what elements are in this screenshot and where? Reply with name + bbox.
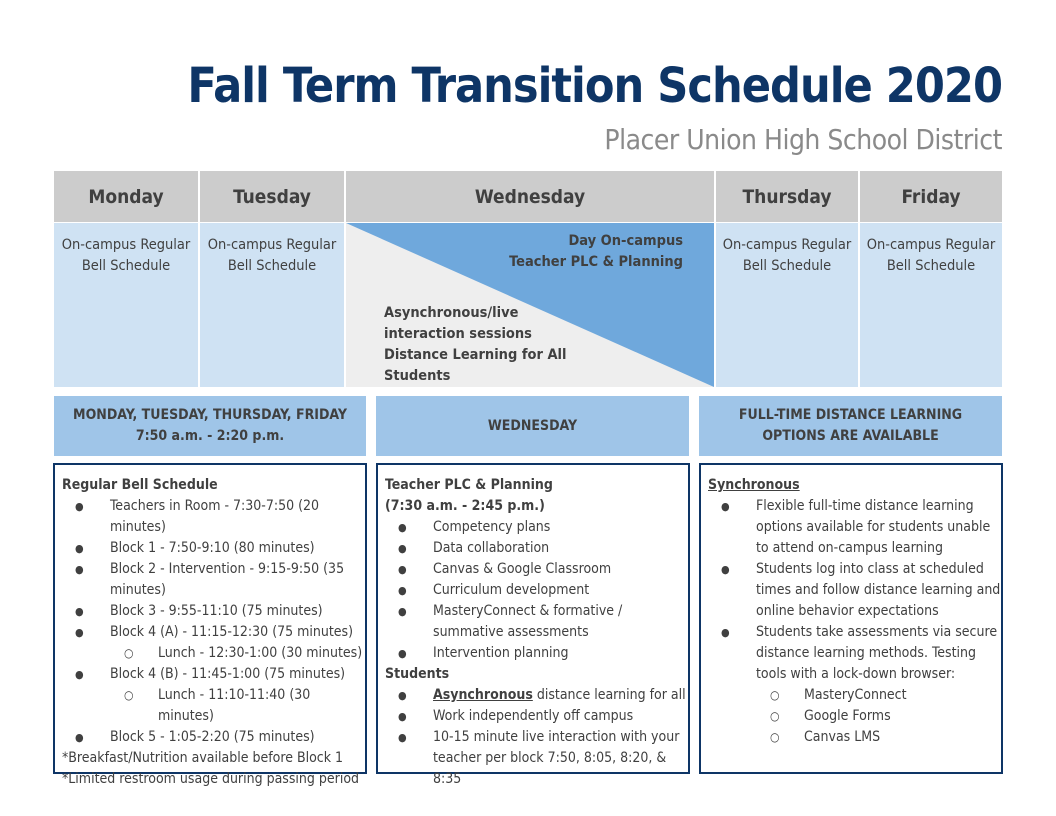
day-header-thursday: Thursday: [716, 171, 858, 222]
page-title: Fall Term Transition Schedule 2020: [187, 58, 1002, 114]
day-text-line: On-campus Regular: [207, 237, 337, 253]
section-header-line: WEDNESDAY: [487, 417, 578, 434]
wednesday-on-campus-label: [509, 231, 683, 273]
wednesday-bottom-line: interaction sessions: [384, 326, 532, 342]
note-text: *Limited restroom usage during passing period: [62, 771, 360, 787]
section-header-line: FULL-TIME DISTANCE LEARNING: [738, 407, 963, 423]
sub-list-item-text: Lunch - 12:30-1:00 (30 minutes): [158, 645, 363, 661]
list-item: [385, 601, 688, 643]
box-title: Regular Bell Schedule: [62, 477, 218, 493]
sub-list-item: [756, 706, 1001, 727]
day-header-wednesday: Wednesday: [346, 171, 714, 222]
day-body-friday: [860, 223, 1002, 387]
list-item: [62, 664, 365, 727]
section-header-line: 7:50 a.m. - 2:20 p.m.: [135, 428, 285, 444]
sub-list: [756, 685, 1001, 748]
day-body-wednesday: [346, 223, 714, 387]
sub-list-item-text: Lunch - 11:10-11:40 (30 minutes): [158, 687, 311, 724]
day-header-monday: Monday: [54, 171, 198, 222]
synchronous-list: [708, 496, 1001, 748]
day-column-friday: [860, 171, 1002, 387]
list-item: [385, 685, 688, 706]
list-item-text: Block 1 - 7:50-9:10 (80 minutes): [110, 540, 315, 556]
section-header-line: OPTIONS ARE AVAILABLE: [762, 428, 939, 444]
list-item-text: Students take assessments via secure distance learning methods. Testing tools with a lock-down browser:: [756, 624, 998, 682]
day-column-thursday: [716, 171, 860, 387]
list-item-text: Work independently off campus: [433, 708, 634, 724]
list-item: [62, 727, 365, 748]
day-body-tuesday: [200, 223, 344, 387]
box-title: Teacher PLC & Planning: [385, 477, 553, 493]
note-text: *Breakfast/Nutrition available before Block 1: [62, 750, 344, 766]
sub-list-item-text: Google Forms: [804, 708, 891, 724]
day-column-monday: [54, 171, 200, 387]
sub-list-item: [110, 685, 365, 727]
list-item-text: Competency plans: [433, 519, 551, 535]
list-item-text: Data collaboration: [433, 540, 550, 556]
box-title: Synchronous: [708, 477, 800, 493]
section-header-distance: [699, 396, 1002, 456]
list-item: [62, 538, 365, 559]
list-item-text: distance learning for all: [532, 687, 686, 703]
list-item: [385, 643, 688, 664]
wednesday-bottom-line: Students: [384, 368, 451, 384]
wednesday-top-line: Teacher PLC & Planning: [509, 254, 683, 270]
list-item: [385, 727, 688, 790]
sub-list: [110, 685, 365, 727]
list-item: [62, 622, 365, 664]
list-item: [385, 559, 688, 580]
section-header-line: MONDAY, TUESDAY, THURSDAY, FRIDAY: [73, 407, 347, 423]
list-item-text: MasteryConnect & formative / summative assessments: [433, 603, 623, 640]
emphasis-text: Asynchronous: [433, 687, 533, 703]
plc-list: [385, 517, 688, 664]
day-header-friday: Friday: [860, 171, 1002, 222]
sub-list-item-text: MasteryConnect: [804, 687, 907, 703]
day-text-line: On-campus Regular: [722, 237, 852, 253]
list-item: [62, 601, 365, 622]
wednesday-bottom-line: Asynchronous/live: [384, 305, 519, 321]
sub-list-item: [756, 727, 1001, 748]
day-text-line: Bell Schedule: [886, 258, 976, 274]
wednesday-top-line: Day On-campus: [568, 233, 683, 249]
list-item-text: Block 3 - 9:55-11:10 (75 minutes): [110, 603, 323, 619]
regular-schedule-box: [53, 463, 367, 787]
list-item-text: Canvas & Google Classroom: [433, 561, 612, 577]
list-item-text: Curriculum development: [433, 582, 590, 598]
day-text-line: Bell Schedule: [227, 258, 317, 274]
list-item: [385, 580, 688, 601]
list-item: [62, 559, 365, 601]
day-text-line: Bell Schedule: [742, 258, 832, 274]
sub-list-item: [110, 643, 365, 664]
list-item-text: Block 4 (B) - 11:45-1:00 (75 minutes): [110, 666, 346, 682]
sub-list-item: [756, 685, 1001, 706]
list-item: [708, 496, 1001, 559]
list-item-text: Flexible full-time distance learning options available for students unable to attend on-campus learning: [756, 498, 991, 556]
section-header-wednesday: [376, 396, 689, 456]
sub-list-item-text: Canvas LMS: [804, 729, 881, 745]
day-header-tuesday: Tuesday: [200, 171, 344, 222]
list-item-text: Block 2 - Intervention - 9:15-9:50 (35 minutes): [110, 561, 345, 598]
wednesday-distance-label: [384, 303, 566, 387]
day-text-line: On-campus Regular: [61, 237, 191, 253]
list-item-text: Students log into class at scheduled times and follow distance learning and online behavior expectations: [756, 561, 1001, 619]
students-list: [385, 685, 688, 790]
day-text-line: Bell Schedule: [81, 258, 171, 274]
day-body-thursday: [716, 223, 858, 387]
day-text-line: On-campus Regular: [866, 237, 996, 253]
day-column-wednesday: [346, 171, 716, 387]
schedule-list: [62, 496, 365, 748]
list-item: [708, 622, 1001, 748]
list-item-text: Block 5 - 1:05-2:20 (75 minutes): [110, 729, 315, 745]
day-column-tuesday: [200, 171, 346, 387]
list-item-text: Intervention planning: [433, 645, 569, 661]
list-item: [385, 538, 688, 559]
list-item: [708, 559, 1001, 622]
page-subtitle: Placer Union High School District: [604, 123, 1002, 156]
list-item: [385, 706, 688, 727]
day-body-monday: [54, 223, 198, 387]
distance-learning-box: [699, 463, 1003, 774]
list-item-text: 10-15 minute live interaction with your teacher per block 7:50, 8:05, 8:20, & 8:35: [433, 729, 680, 787]
week-grid: [54, 171, 1002, 387]
sub-list: [110, 643, 365, 664]
list-item-text: Teachers in Room - 7:30-7:50 (20 minutes): [110, 498, 320, 535]
students-title: Students: [385, 666, 450, 682]
list-item: [385, 517, 688, 538]
list-item: [62, 496, 365, 538]
wednesday-box: [376, 463, 690, 787]
section-header-regular: [54, 396, 366, 456]
list-item-text: Block 4 (A) - 11:15-12:30 (75 minutes): [110, 624, 354, 640]
box-title-time: (7:30 a.m. - 2:45 p.m.): [385, 498, 545, 514]
wednesday-bottom-line: Distance Learning for All: [384, 347, 567, 363]
